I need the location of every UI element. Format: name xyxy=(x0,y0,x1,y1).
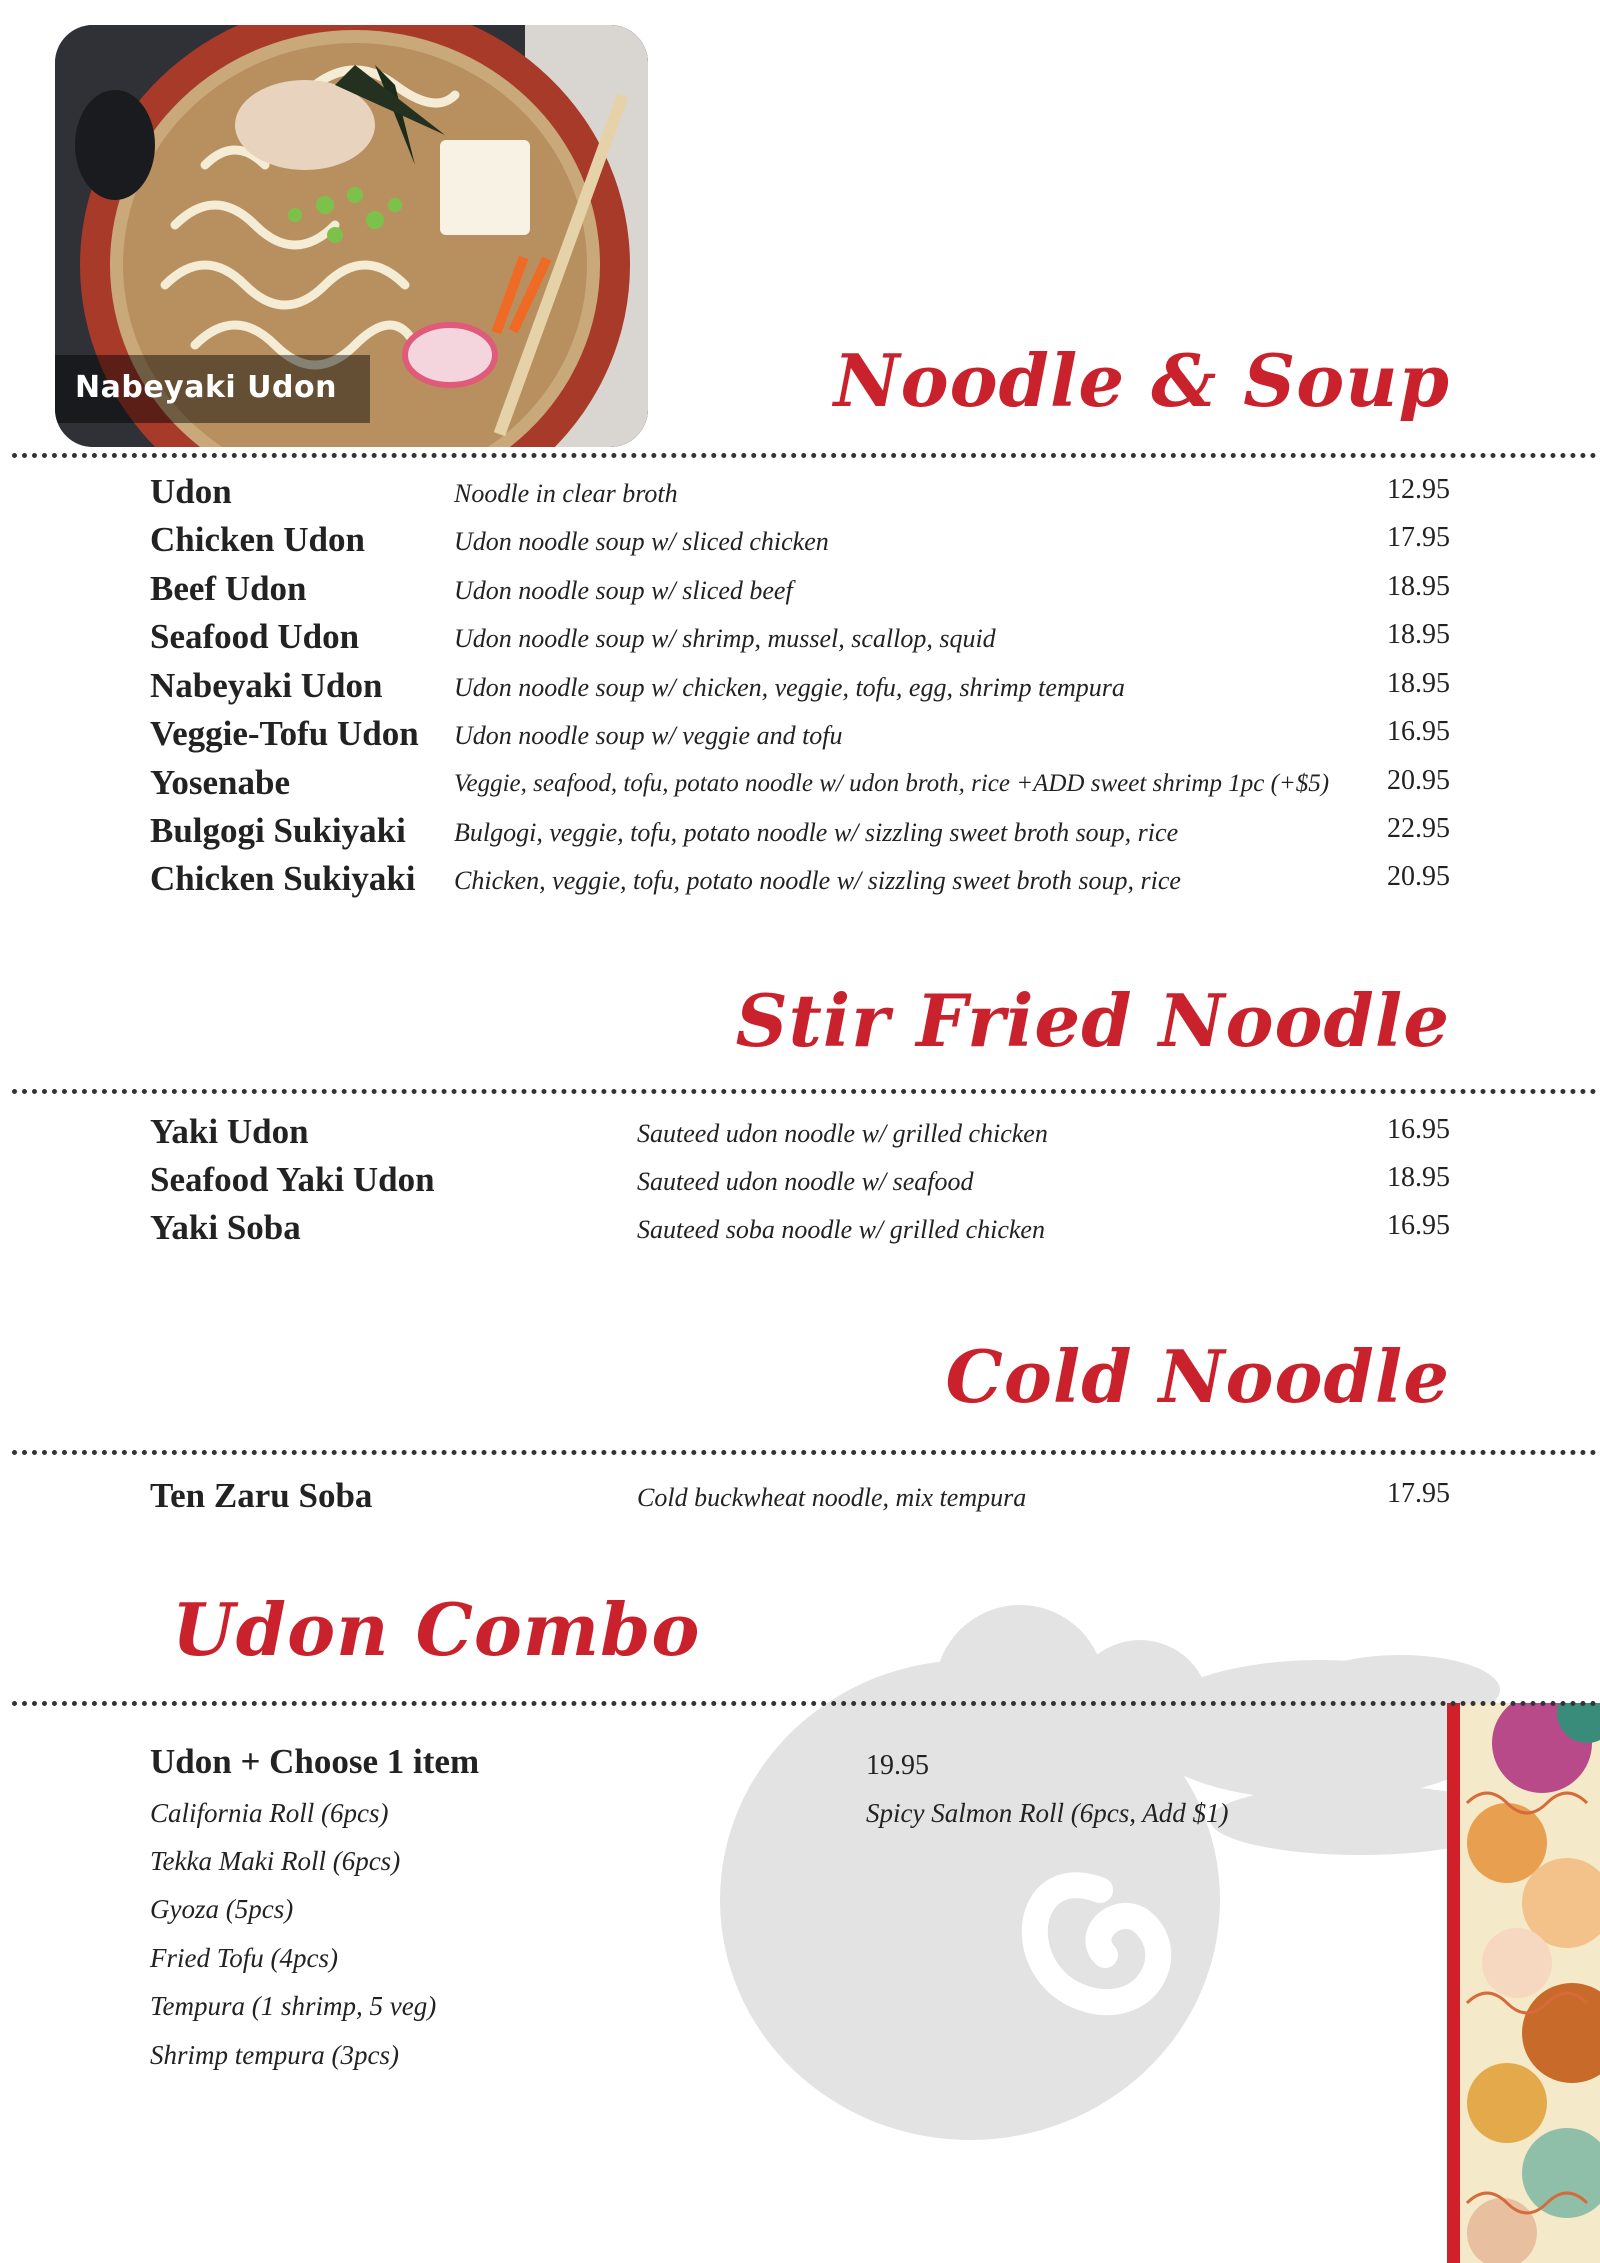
menu-item xyxy=(150,1208,1450,1256)
item-desc: Udon noodle soup w/ sliced chicken xyxy=(454,527,829,556)
combo-price: 19.95 xyxy=(866,1750,929,1781)
section-divider xyxy=(12,1450,1597,1455)
menu-item xyxy=(150,666,1450,714)
item-name: Chicken Sukiyaki xyxy=(150,859,416,898)
cloud-decoration xyxy=(720,1600,1500,2160)
item-name: Yaki Udon xyxy=(150,1112,309,1151)
combo-choice-extra: Spicy Salmon Roll (6pcs, Add $1) xyxy=(866,1798,1229,1828)
item-desc: Sauteed udon noodle w/ grilled chicken xyxy=(637,1119,1048,1148)
item-price: 18.95 xyxy=(1387,668,1450,699)
item-price: 16.95 xyxy=(1387,1210,1450,1241)
menu-item xyxy=(150,763,1450,811)
menu-item xyxy=(150,1112,1450,1160)
item-desc: Chicken, veggie, tofu, potato noodle w/ sizzling sweet broth soup, rice xyxy=(454,866,1181,895)
combo-choice: Tempura (1 shrimp, 5 veg) xyxy=(150,1991,437,2021)
section-title-noodle-soup: Noodle & Soup xyxy=(833,338,1450,423)
photo-caption: Nabeyaki Udon xyxy=(75,370,337,405)
combo-heading: Udon + Choose 1 item xyxy=(150,1742,480,1781)
item-desc: Bulgogi, veggie, tofu, potato noodle w/ sizzling sweet broth soup, rice xyxy=(454,818,1179,847)
section-divider xyxy=(12,1089,1597,1094)
item-price: 17.95 xyxy=(1387,1478,1450,1509)
menu-item xyxy=(150,472,1450,520)
item-name: Yaki Soba xyxy=(150,1208,301,1247)
section-title-stir-fried-noodle: Stir Fried Noodle xyxy=(735,978,1450,1063)
item-price: 20.95 xyxy=(1387,765,1450,796)
section-divider xyxy=(12,453,1597,458)
item-desc: Udon noodle soup w/ shrimp, mussel, scallop, squid xyxy=(454,624,996,653)
item-price: 22.95 xyxy=(1387,813,1450,844)
item-name: Ten Zaru Soba xyxy=(150,1476,373,1515)
item-price: 18.95 xyxy=(1387,571,1450,602)
item-desc: Noodle in clear broth xyxy=(454,479,678,508)
combo-choice: Shrimp tempura (3pcs) xyxy=(150,2040,399,2070)
section-title-udon-combo: Udon Combo xyxy=(172,1587,701,1672)
item-name: Yosenabe xyxy=(150,763,291,802)
item-desc: Cold buckwheat noodle, mix tempura xyxy=(637,1483,1027,1512)
item-name: Beef Udon xyxy=(150,569,307,608)
item-name: Chicken Udon xyxy=(150,520,365,559)
item-name: Bulgogi Sukiyaki xyxy=(150,811,406,850)
item-price: 16.95 xyxy=(1387,1114,1450,1145)
menu-item xyxy=(150,520,1450,568)
menu-item xyxy=(150,1160,1450,1208)
item-price: 18.95 xyxy=(1387,619,1450,650)
item-desc: Sauteed udon noodle w/ seafood xyxy=(637,1167,974,1196)
item-desc: Udon noodle soup w/ chicken, veggie, tofu, egg, shrimp tempura xyxy=(454,673,1125,702)
item-name: Seafood Udon xyxy=(150,617,360,656)
decorative-pattern-strip xyxy=(1447,1703,1600,2263)
item-price: 16.95 xyxy=(1387,716,1450,747)
combo-choice: Gyoza (5pcs) xyxy=(150,1894,294,1924)
combo-choice: Tekka Maki Roll (6pcs) xyxy=(150,1846,401,1876)
menu-item xyxy=(150,617,1450,665)
nabeyaki-udon-photo xyxy=(55,25,648,447)
menu-item xyxy=(150,714,1450,762)
section-divider xyxy=(12,1701,1597,1706)
item-price: 20.95 xyxy=(1387,861,1450,892)
menu-item xyxy=(150,1476,1450,1524)
item-name: Nabeyaki Udon xyxy=(150,666,383,705)
item-price: 18.95 xyxy=(1387,1162,1450,1193)
item-name: Udon xyxy=(150,472,232,511)
menu-item xyxy=(150,859,1450,907)
menu-item xyxy=(150,811,1450,859)
item-desc: Udon noodle soup w/ sliced beef xyxy=(454,576,793,605)
menu-item xyxy=(150,569,1450,617)
combo-choice: Fried Tofu (4pcs) xyxy=(150,1943,338,1973)
item-price: 12.95 xyxy=(1387,474,1450,505)
item-desc: Udon noodle soup w/ veggie and tofu xyxy=(454,721,843,750)
item-desc: Sauteed soba noodle w/ grilled chicken xyxy=(637,1215,1045,1244)
item-price: 17.95 xyxy=(1387,522,1450,553)
combo-choice: California Roll (6pcs) xyxy=(150,1798,389,1828)
item-desc: Veggie, seafood, tofu, potato noodle w/ udon broth, rice +ADD sweet shrimp 1pc (+$5) xyxy=(454,770,1330,797)
item-name: Veggie-Tofu Udon xyxy=(150,714,419,753)
item-name: Seafood Yaki Udon xyxy=(150,1160,435,1199)
section-title-cold-noodle: Cold Noodle xyxy=(945,1334,1450,1419)
